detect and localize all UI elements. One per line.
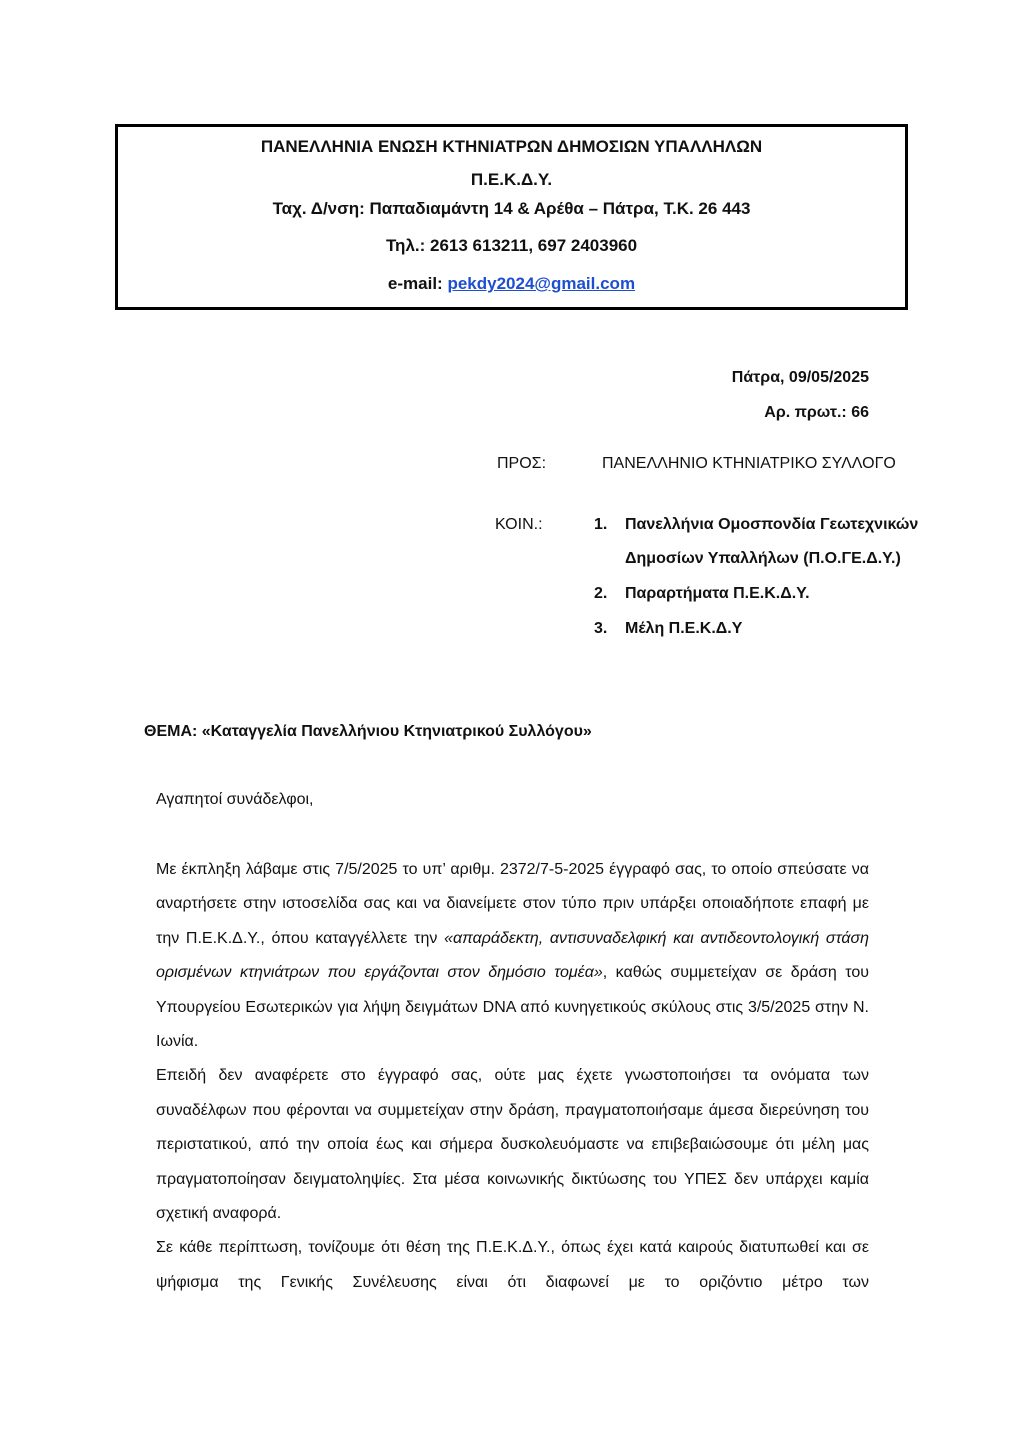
- union-address: Ταχ. Δ/νση: Παπαδιαμάντη 14 & Αρέθα – Πάτρα, Τ.Κ. 26 443: [272, 199, 751, 218]
- letterhead-box: [115, 124, 908, 310]
- body-paragraph-3: Σε κάθε περίπτωση, τονίζουμε ότι θέση της Π.Ε.Κ.Δ.Υ., όπως έχει κατά καιρούς διατυπωθεί και σε ψήφισμα της Γενικής Συνέλευσης είναι ότι διαφωνεί με το οριζόντιο μέτρο των: [156, 1239, 869, 1291]
- cc-item-number: 2.: [594, 585, 608, 602]
- letter-body: [156, 853, 869, 1300]
- quoted-complaint: «απαράδεκτη, αντισυναδελφική και αντιδεοντολογική στάση ορισμένων κτηνιάτρων που εργάζονται στον δημόσιο τομέα»: [156, 929, 869, 982]
- union-email-line: [118, 274, 905, 294]
- to-label: ΠΡΟΣ:: [497, 455, 547, 472]
- cc-item-number: 1.: [594, 516, 608, 533]
- cc-item-1-line1: Πανελλήνια Ομοσπονδία Γεωτεχνικών: [625, 516, 919, 533]
- subject-line: ΘΕΜΑ: «Καταγγελία Πανελλήνιου Κτηνιατρικού Συλλόγου»: [144, 723, 592, 740]
- greeting: Αγαπητοί συνάδελφοι,: [156, 791, 314, 808]
- cc-item-2: Παραρτήματα Π.Ε.Κ.Δ.Υ.: [625, 585, 810, 602]
- cc-item-1-line2: Δημοσίων Υπαλλήλων (Π.Ο.ΓΕ.Δ.Υ.): [625, 550, 901, 567]
- union-phone: Τηλ.: 2613 613211, 697 2403960: [385, 236, 638, 255]
- place-date: Πάτρα, 09/05/2025: [731, 369, 869, 386]
- body-paragraph-1-end: , καθώς συμμετείχαν σε δράση του Υπουργείου Εσωτερικών για λήψη δειγμάτων DNA από κυνηγετικούς σκύλους στις 3/5/2025 στην Ν. Ιωνία.: [156, 964, 870, 1051]
- body-paragraph-2: Επειδή δεν αναφέρετε στο έγγραφό σας, ούτε μας έχετε γνωστοποιήσει τα ονόματα των συναδέλφων που φέρονται να συμμετείχαν στην δράση, πραγματοποιήσαμε άμεσα διερεύνηση του περιστατικού, από την οποία έως και σήμερα δυσκολευόμαστε να επιβεβαιώσουμε ότι μέλη μας πραγματοποίησαν δειγματοληψίες. Στα μέσα κοινωνικής δικτύωσης του ΥΠΕΣ δεν υπάρχει καμία σχετική αναφορά.: [156, 1067, 869, 1223]
- cc-label: ΚΟΙΝ.:: [495, 516, 543, 533]
- body-paragraph-1: [156, 853, 869, 1059]
- protocol-number: Αρ. πρωτ.: 66: [764, 404, 869, 421]
- union-name: ΠΑΝΕΛΛΗΝΙΑ ΕΝΩΣΗ ΚΤΗΝΙΑΤΡΩΝ ΔΗΜΟΣΙΩΝ ΥΠΑΛΛΗΛΩΝ: [260, 137, 763, 156]
- union-acronym: Π.Ε.Κ.Δ.Υ.: [470, 170, 553, 189]
- body-paragraph-1-text: Με έκπληξη λάβαμε στις 7/5/2025 το υπ’ αριθμ. 2372/7-5-2025 έγγραφό σας, το οποίο σπεύσατε να αναρτήσετε στην ιστοσελίδα σας και να διανείμετε στον τύπο πριν υπάρξει οποιαδήποτε επαφή με την Π.Ε.Κ.Δ.Υ., όπου καταγγέλλετε την: [156, 861, 869, 947]
- cc-item-3: Μέλη Π.Ε.Κ.Δ.Υ: [625, 620, 743, 637]
- cc-item-number: 3.: [594, 620, 608, 637]
- email-link[interactable]: pekdy2024@gmail.com: [447, 274, 636, 293]
- email-label: e-mail:: [387, 274, 448, 293]
- to-recipient: ΠΑΝΕΛΛΗΝΙΟ ΚΤΗΝΙΑΤΡΙΚΟ ΣΥΛΛΟΓΟ: [602, 455, 896, 472]
